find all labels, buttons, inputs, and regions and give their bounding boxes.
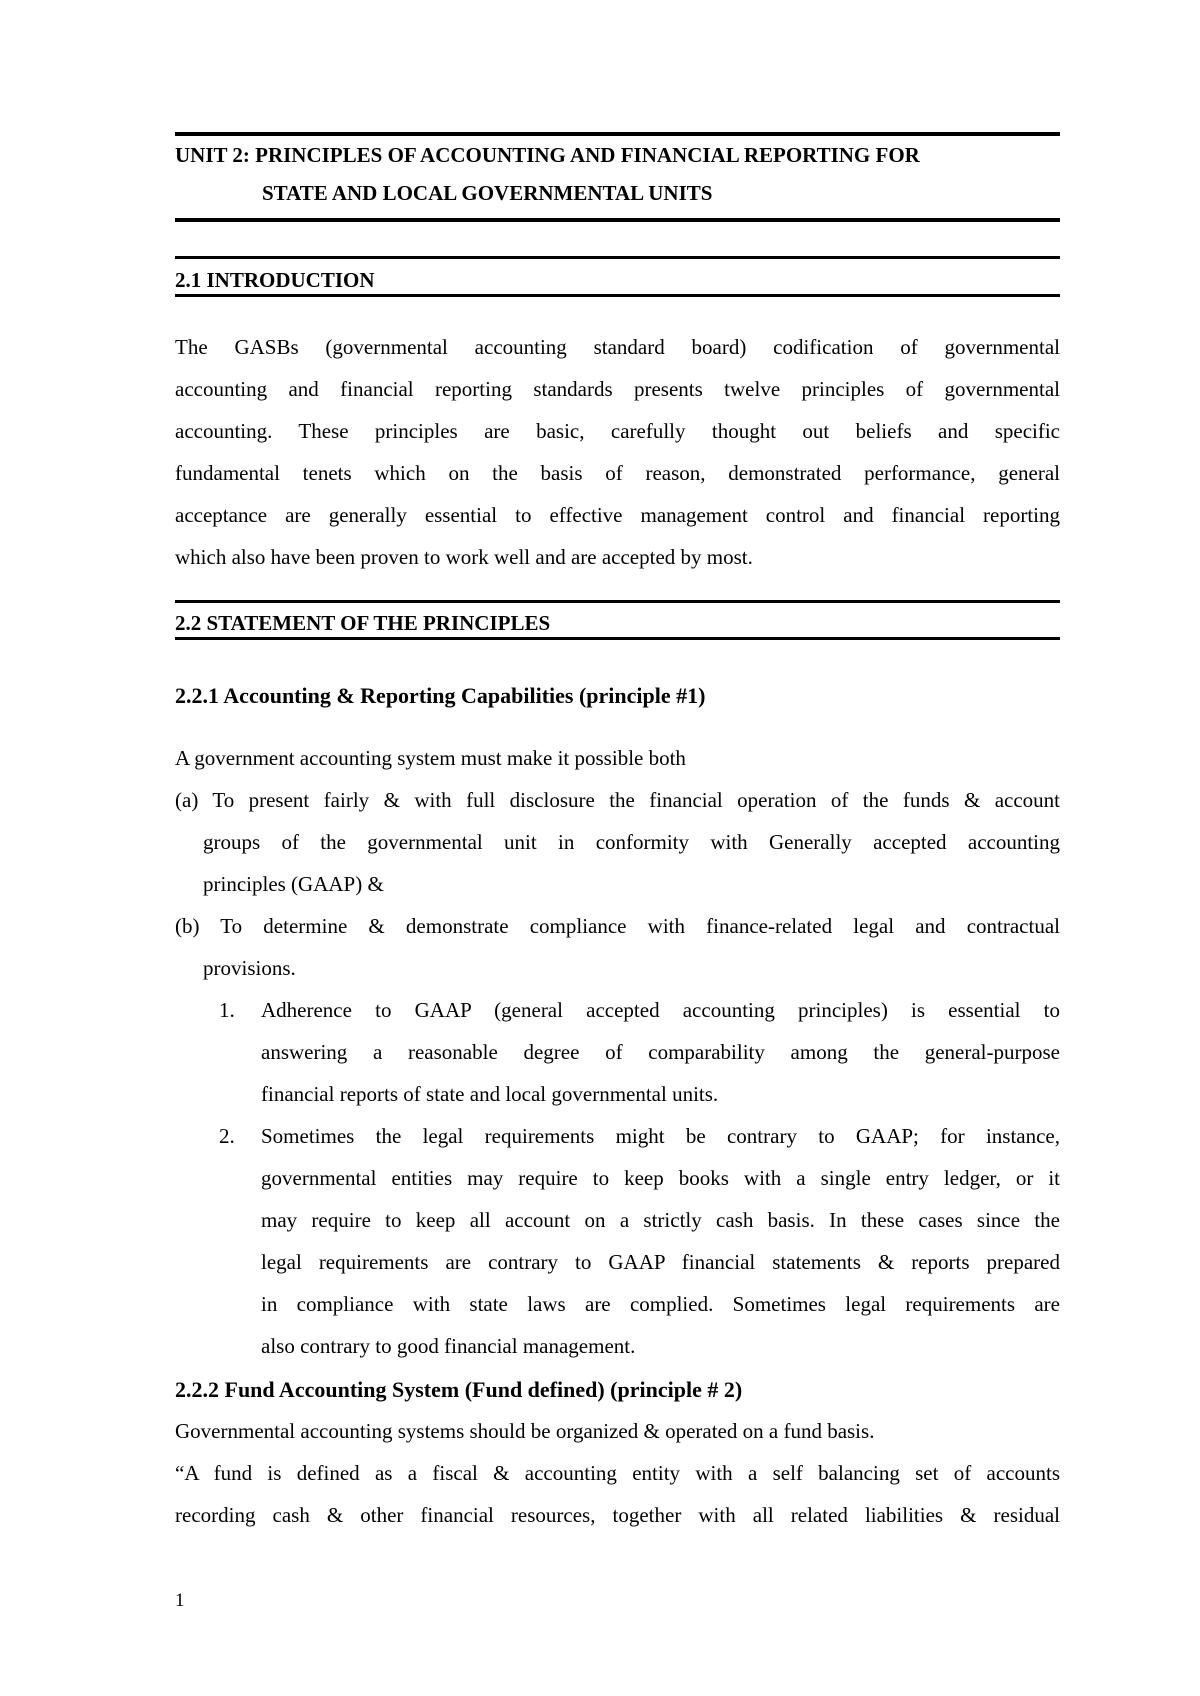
numbered-item-2 [219,1115,1060,1367]
principle1-lead: A government accounting system must make it possible both [175,746,686,770]
intro-line: accounting and financial reporting standards presents twelve principles of governmental [175,377,1060,401]
item-number: 1. [219,998,235,1022]
intro-line: The GASBs (governmental accounting standard board) codification of governmental [175,335,1060,359]
intro-line: acceptance are generally essential to effective management control and financial reporting [175,503,1060,527]
item-b-line: (b) To determine & demonstrate compliance with finance-related legal and contractual [175,914,1060,938]
statement-bottom-rule [175,637,1060,640]
numbered-item-line: Adherence to GAAP (general accepted accounting principles) is essential to [261,998,1060,1022]
numbered-item-line: in compliance with state laws are complied. Sometimes legal requirements are [261,1292,1060,1316]
numbered-item-1 [219,989,1060,1115]
numbered-item-line: may require to keep all account on a strictly cash basis. In these cases since the [261,1208,1060,1232]
intro-bottom-rule [175,294,1060,297]
item-a-line: principles (GAAP) & [203,872,384,896]
numbered-item-line: financial reports of state and local governmental units. [261,1082,719,1106]
unit-title-line2: STATE AND LOCAL GOVERNMENTAL UNITS [262,181,713,205]
principle1-body [175,737,1060,989]
item-a-line: (a) To present fairly & with full disclosure the financial operation of the funds & account [175,788,1060,812]
intro-paragraph [175,326,1060,578]
intro-line: fundamental tenets which on the basis of reason, demonstrated performance, general [175,461,1060,485]
fund-definition-line: recording cash & other financial resources, together with all related liabilities & residual [175,1503,1060,1527]
statement-top-rule [175,600,1060,603]
title-bottom-rule [175,218,1060,222]
item-a-line: groups of the governmental unit in conformity with Generally accepted accounting [203,830,1060,854]
principle1-heading: 2.2.1 Accounting & Reporting Capabilities (principle #1) [175,683,706,708]
principle2-line: Governmental accounting systems should be organized & operated on a fund basis. [175,1419,875,1443]
fund-definition-line: “A fund is defined as a fiscal & accounting entity with a self balancing set of accounts [175,1461,1060,1485]
numbered-item-line: governmental entities may require to keep books with a single entry ledger, or it [261,1166,1060,1190]
intro-heading: 2.1 INTRODUCTION [175,268,375,292]
intro-line: accounting. These principles are basic, carefully thought out beliefs and specific [175,419,1060,443]
intro-top-rule [175,256,1060,259]
numbered-item-line: Sometimes the legal requirements might be contrary to GAAP; for instance, [261,1124,1060,1148]
principle2-body [175,1410,1060,1536]
principle2-heading: 2.2.2 Fund Accounting System (Fund defined) (principle # 2) [175,1377,743,1402]
unit-title-line1: UNIT 2: PRINCIPLES OF ACCOUNTING AND FINANCIAL REPORTING FOR [175,143,920,167]
page-number: 1 [175,1590,185,1611]
item-b-line: provisions. [203,956,296,980]
numbered-item-line: also contrary to good financial management. [261,1334,636,1358]
statement-heading: 2.2 STATEMENT OF THE PRINCIPLES [175,611,551,635]
item-number: 2. [219,1124,235,1148]
intro-line: which also have been proven to work well and are accepted by most. [175,545,753,569]
numbered-item-line: answering a reasonable degree of comparability among the general-purpose [261,1040,1060,1064]
numbered-item-line: legal requirements are contrary to GAAP financial statements & reports prepared [261,1250,1060,1274]
